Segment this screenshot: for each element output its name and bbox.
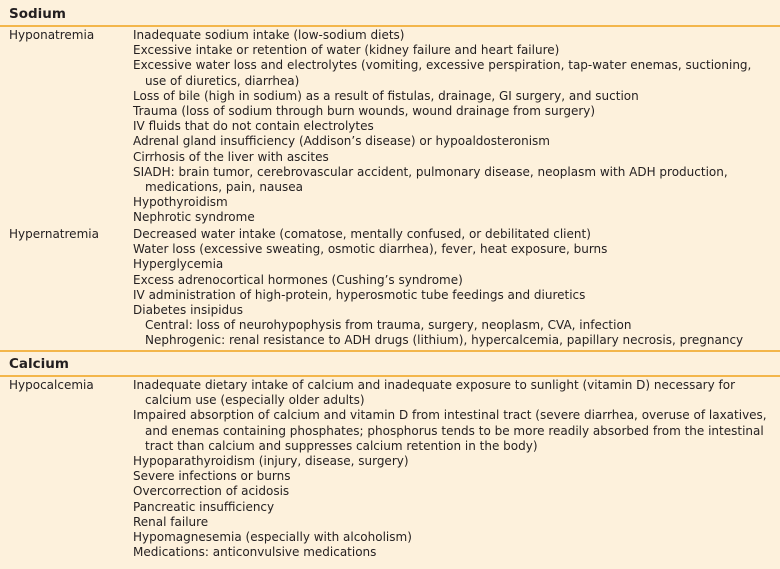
cause-subitem: Nephrogenic: renal resistance to ADH drugs (lithium), hypercalcemia, papillary necrosis, pregnancy	[145, 333, 744, 348]
section-divider	[0, 350, 780, 352]
cause-item: Inadequate sodium intake (low-sodium diets)	[133, 28, 405, 42]
cause-item: Diabetes insipidus	[133, 303, 244, 318]
condition-hypernatremia: Hypernatremia	[9, 227, 99, 241]
condition-hyponatremia: Hyponatremia	[9, 28, 95, 42]
condition-hypocalcemia: Hypocalcemia	[9, 378, 94, 392]
cause-item: IV administration of high-protein, hyperosmotic tube feedings and diuretics	[133, 287, 586, 302]
cause-item: Decreased water intake (comatose, mentally confused, or debilitated client)	[133, 227, 591, 241]
cause-item: Loss of bile (high in sodium) as a result of fistulas, drainage, GI surgery, and suction	[133, 88, 639, 103]
cause-item: Impaired absorption of calcium and vitamin D from intestinal tract (severe diarrhea, overuse of laxatives, and enemas containing phosphates; phosphorus tends to be more readily absorbed from the intestinal tract than calcium and suppresses calcium retention in the body)	[133, 408, 767, 453]
cause-item: Renal failure	[133, 514, 209, 529]
cause-item: Overcorrection of acidosis	[133, 484, 290, 499]
section-divider	[0, 375, 780, 377]
section-divider	[0, 25, 780, 27]
cause-item: Excessive intake or retention of water (kidney failure and heart failure)	[133, 43, 560, 58]
cause-item: Nephrotic syndrome	[133, 210, 255, 225]
cause-item: Severe infections or burns	[133, 469, 291, 484]
hypocalcemia-causes	[133, 378, 773, 560]
cause-item: IV fluids that do not contain electrolytes	[133, 119, 374, 134]
cause-item: SIADH: brain tumor, cerebrovascular accident, pulmonary disease, neoplasm with ADH production, medications, pain, nausea	[133, 164, 728, 195]
section-title-calcium: Calcium	[9, 356, 69, 372]
cause-item: Hypomagnesemia (especially with alcoholism)	[133, 530, 412, 545]
cause-item: Medications: anticonvulsive medications	[133, 545, 377, 560]
cause-item: Hyperglycemia	[133, 257, 224, 272]
cause-item: Excessive water loss and electrolytes (vomiting, excessive perspiration, tap-water enemas, suctioning, use of diuretics, diarrhea)	[133, 58, 752, 88]
cause-item: Water loss (excessive sweating, osmotic diarrhea), fever, heat exposure, burns	[133, 242, 608, 257]
cause-item: Adrenal gland insufficiency (Addison’s disease) or hypoaldosteronism	[133, 134, 550, 149]
cause-item: Hypothyroidism	[133, 195, 228, 210]
section-title-sodium: Sodium	[9, 6, 66, 22]
hypernatremia-causes	[133, 227, 773, 349]
cause-item: Excess adrenocortical hormones (Cushing’s syndrome)	[133, 272, 463, 287]
cause-item: Cirrhosis of the liver with ascites	[133, 149, 329, 164]
cause-subitem: Central: loss of neurohypophysis from trauma, surgery, neoplasm, CVA, infection	[145, 318, 632, 333]
cause-item: Hypoparathyroidism (injury, disease, surgery)	[133, 454, 409, 469]
cause-item: Pancreatic insufficiency	[133, 499, 275, 514]
hyponatremia-causes	[133, 28, 773, 226]
cause-item: Inadequate dietary intake of calcium and inadequate exposure to sunlight (vitamin D) necessary for calcium use (especially older adults)	[133, 378, 736, 408]
cause-item: Trauma (loss of sodium through burn wounds, wound drainage from surgery)	[133, 104, 596, 119]
